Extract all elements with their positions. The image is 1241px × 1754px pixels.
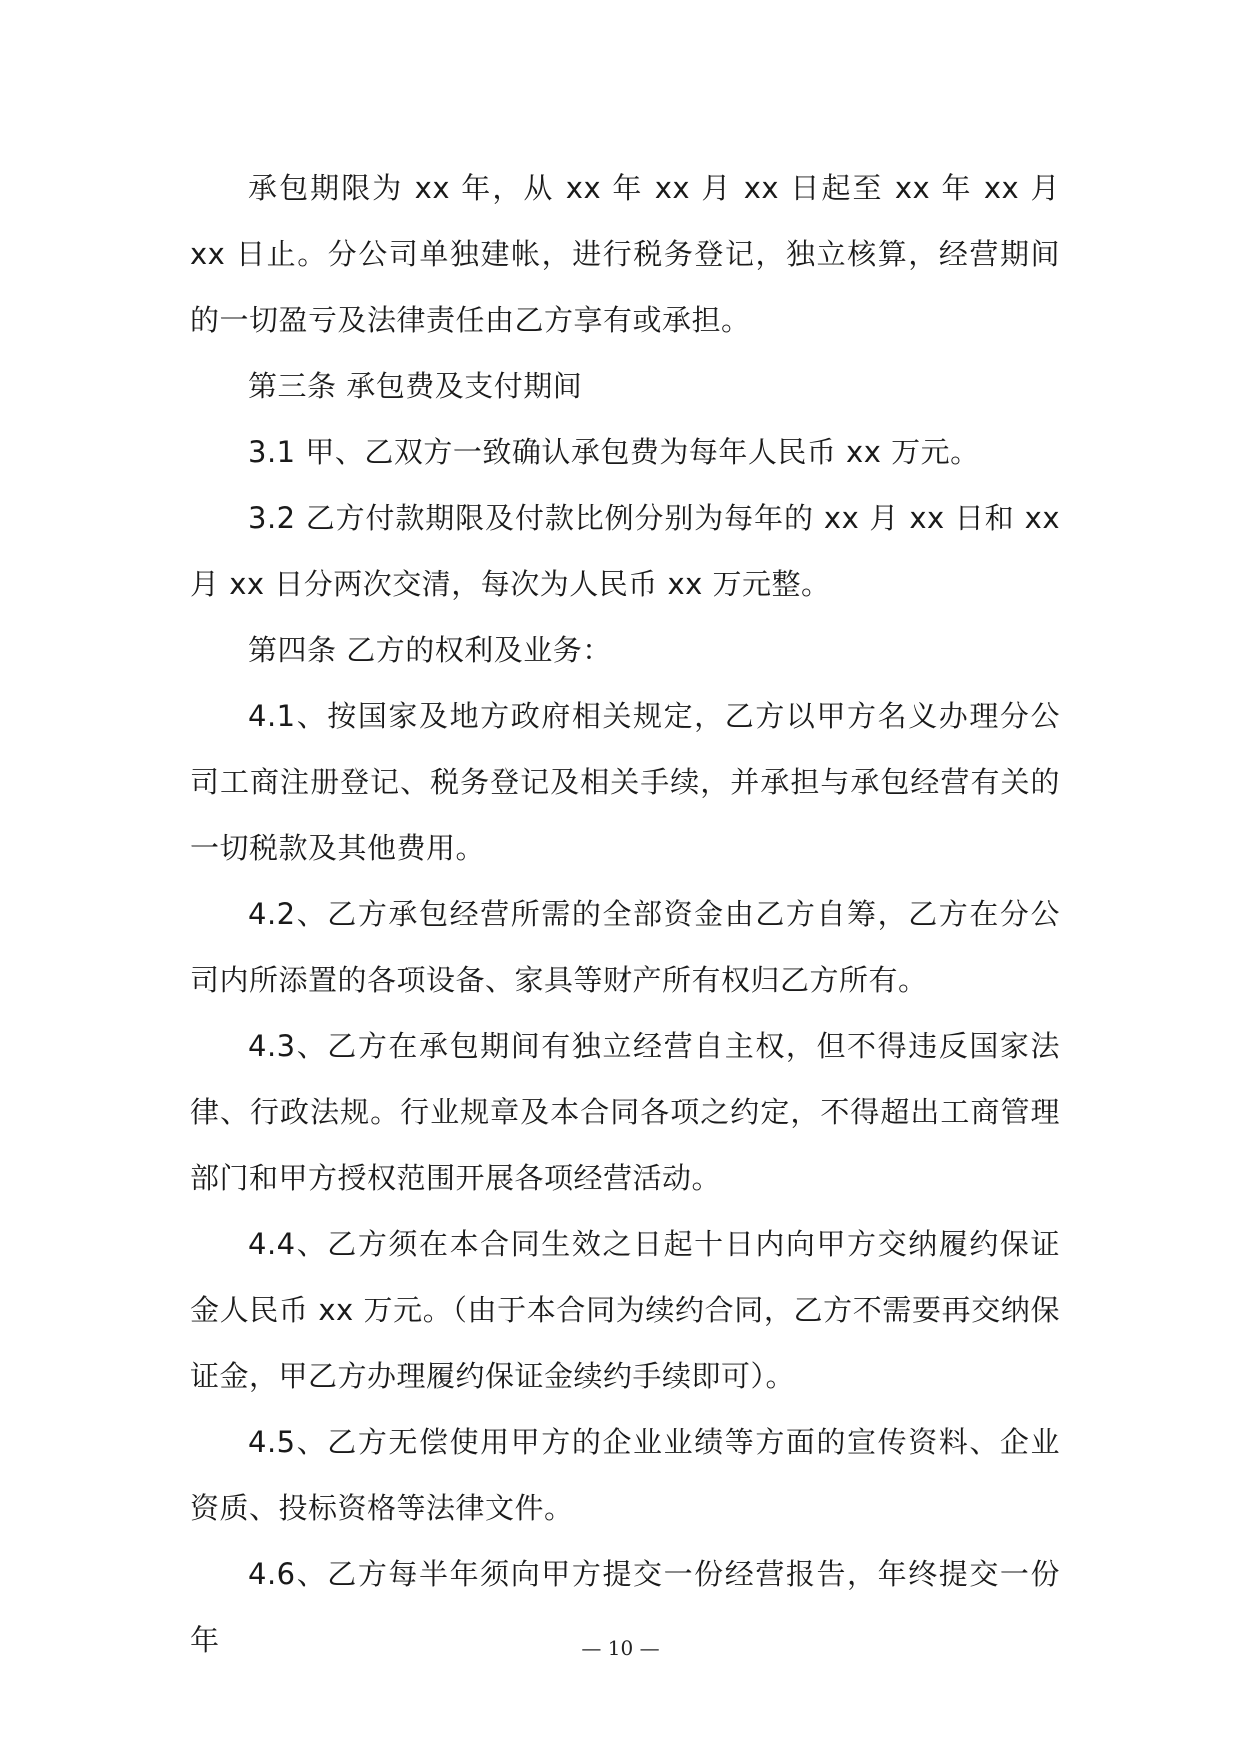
paragraph-4-6: 4.6、乙方每半年须向甲方提交一份经营报告，年终提交一份年 bbox=[190, 1557, 1060, 1657]
paragraph-3-2: 3.2 乙方付款期限及付款比例分别为每年的 xx 月 xx 日和 xx 月 xx 日分两次交清，每次为人民币 xx 万元整。 bbox=[190, 501, 1060, 601]
paragraph-4-1: 4.1、按国家及地方政府相关规定，乙方以甲方名义办理分公司工商注册登记、税务登记及相关手续，并承担与承包经营有关的一切税款及其他费用。 bbox=[190, 699, 1060, 865]
heading-article-3: 第三条 承包费及支付期间 bbox=[248, 369, 583, 403]
paragraph-4-2: 4.2、乙方承包经营所需的全部资金由乙方自筹，乙方在分公司内所添置的各项设备、家具等财产所有权归乙方所有。 bbox=[190, 897, 1060, 997]
paragraph-4-5: 4.5、乙方无偿使用甲方的企业业绩等方面的宣传资料、企业资质、投标资格等法律文件。 bbox=[190, 1425, 1060, 1525]
contract-body bbox=[190, 155, 1060, 1673]
paragraph-4-3: 4.3、乙方在承包期间有独立经营自主权，但不得违反国家法律、行政法规。行业规章及本合同各项之约定，不得超出工商管理部门和甲方授权范围开展各项经营活动。 bbox=[190, 1029, 1060, 1195]
paragraph-term: 承包期限为 xx 年，从 xx 年 xx 月 xx 日起至 xx 年 xx 月 xx 日止。分公司单独建帐，进行税务登记，独立核算，经营期间的一切盈亏及法律责任由乙方享有或承担。 bbox=[190, 171, 1060, 337]
heading-article-4: 第四条 乙方的权利及业务： bbox=[248, 633, 612, 667]
paragraph-3-1: 3.1 甲、乙双方一致确认承包费为每年人民币 xx 万元。 bbox=[248, 435, 980, 469]
paragraph-4-4: 4.4、乙方须在本合同生效之日起十日内向甲方交纳履约保证金人民币 xx 万元。（由于本合同为续约合同，乙方不需要再交纳保证金，甲乙方办理履约保证金续约手续即可）。 bbox=[190, 1227, 1060, 1393]
page-number: — 10 — bbox=[581, 1636, 660, 1660]
